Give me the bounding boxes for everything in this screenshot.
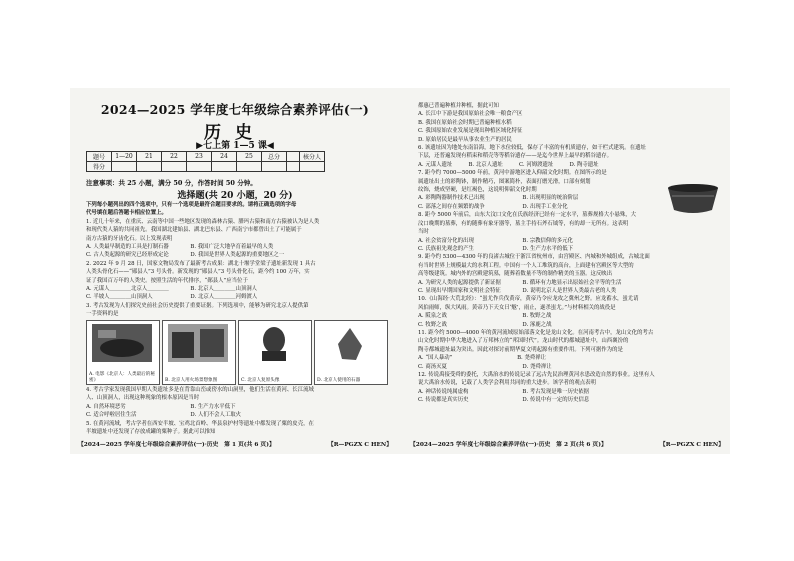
text-line: 风伯雨师，纵大风雨。黄帝乃下天女曰‘魃’，雨止，遂杀蚩尤。”与材料相关的战役是 bbox=[418, 304, 616, 311]
left-footer-text: 【2024—2025 学年度七年级综合素养评估(一)·历史 第 1 页(共 6 页)】 bbox=[78, 442, 275, 448]
painted-pottery-image bbox=[658, 176, 728, 218]
score-row-points bbox=[87, 162, 325, 172]
image-option-c bbox=[238, 320, 312, 385]
text-line: 汶口晚期的墓葬，有的随葬有象牙器等，墓主手持石斧石钺等，有的却一无所有。这表明 bbox=[418, 220, 629, 227]
text-line: 10.《山海经·大荒北经》：“蚩尤作兵伐黄帝，黄帝乃令应龙攻之冀州之野。应龙蓄水，蚩尤请 bbox=[418, 296, 639, 303]
score-cell bbox=[287, 162, 300, 172]
score-cell: 24 bbox=[212, 152, 237, 162]
text-line: 一手资料的是 bbox=[86, 311, 119, 318]
text-line: 7. 距今约 7000—5000 年前，黄河中游地区进入仰韶文化时期。在图所示的是 bbox=[418, 170, 607, 177]
image-caption-b: B. 北京人用火场景想象图 bbox=[165, 377, 218, 383]
left-page bbox=[72, 88, 398, 454]
right-page bbox=[404, 88, 730, 454]
question-block-1 bbox=[86, 201, 394, 319]
text-line: 代号填在题后答题卡相应位置上。 bbox=[86, 210, 167, 217]
section-title: 选择题(共 20 小题，20 分) bbox=[177, 191, 293, 201]
text-line: B. 我国在原始社会时期已普遍种植水稻 bbox=[418, 119, 512, 126]
left-footer-code: 【R—PGZX C HEN】 bbox=[327, 442, 392, 448]
score-cell bbox=[162, 162, 187, 172]
text-line: A. “国人暴动” B. 尧舜禅让 bbox=[418, 355, 547, 362]
question-block-2 bbox=[86, 386, 394, 436]
text-line: C. 氏族祖先观念的产生 D. 生产力水平的低下 bbox=[418, 245, 574, 252]
image-option-b bbox=[162, 320, 236, 385]
text-line: 下列每小题列出的四个选项中，只有一个选项是最符合题目要求的。请将正确选项的字母 bbox=[86, 202, 297, 208]
score-cell: 总分 bbox=[262, 152, 287, 162]
text-line: A. 彩陶陶器制作技术已出现 B. 出现明显的统治阶层 bbox=[418, 195, 579, 202]
text-line: 2. 2022 年 9 月 28 日，国家文物局发布了最新考古成果：湖北十堰学堂梁子遗址新发现 1 具古 bbox=[86, 260, 316, 267]
text-line: C. 部落之间存在频繁的战争 D. 出现手工业分化 bbox=[418, 203, 568, 210]
fire-scene-image bbox=[168, 324, 228, 362]
text-line: 半坡遗址中还发现了存放成罐的粟种子。据此可以推知 bbox=[86, 429, 216, 436]
text-line: 人、山顶洞人，出现这种现象的根本原因是当时 bbox=[86, 395, 200, 402]
text-line: A. 自然环境恶劣 B. 生产力水平低下 bbox=[86, 403, 236, 410]
right-footer bbox=[410, 439, 724, 448]
text-line: C. 传说都是真实历史 D. 传说中有一定的历史信息 bbox=[418, 397, 590, 404]
image-caption-a: A. 电影《北京人：人类最后的秘密》 bbox=[89, 372, 155, 383]
image-option-d bbox=[314, 320, 388, 385]
text-line: C. 半坡人＿＿＿＿山顶洞人 D. 北京人＿＿＿＿河姆渡人 bbox=[86, 294, 258, 301]
right-footer-code: 【R—PGZX C HEN】 bbox=[659, 442, 724, 448]
notice-text: 注意事项：共 25 小题，满分 50 分，作答时间 50 分钟。 bbox=[86, 179, 257, 187]
text-line: 5. 在黄河流域，考古学者在西安半坡、宝鸡北首岭、华县泉护村等遗址中都发现了粟的皮壳，在 bbox=[86, 420, 314, 427]
score-cell bbox=[212, 162, 237, 172]
text-line: 和现代类人猿的共同祖先。我国湖北建始县、湖北巴东县、广西南宁市都曾出土了可能属于 bbox=[86, 227, 302, 234]
left-footer bbox=[78, 439, 392, 448]
text-line: 6. 该遗址因为地处东南沿海，地下水位较低，保存了丰富的有机质遗存，如干栏式建筑。在遗址 bbox=[418, 145, 646, 152]
text-line: A. 为研究人类的起源提供了新证据 B. 循环有力地显示出原始社会平等的生活 bbox=[418, 279, 622, 286]
text-line: C. 牧野之战 D. 涿鹿之战 bbox=[418, 321, 552, 328]
text-line: 9. 距今约 5300—4300 年的良渚古城位于浙江省杭州市，由宫殿区、内城和外城组成，古城北面 bbox=[418, 254, 650, 261]
text-line: A. 社会贫富分化的出现 B. 宗教信仰的多元化 bbox=[418, 237, 573, 244]
text-line: 有当时世界上规模最大的水利工程。中国有一个人工堆筑的高台，上面建有宫殿区等大型的 bbox=[418, 262, 634, 269]
text-line: 证了我国百万年的人类史。按照生活的年代排序，“郧县人”应当位于 bbox=[86, 277, 248, 284]
score-cell: 25 bbox=[237, 152, 262, 162]
image-caption-c: C. 北京人复原头像 bbox=[241, 377, 280, 383]
text-line: 下层，还普遍发现有稻束和稻壳等等稻谷遗存——是迄今世界上最早的稻谷遗存。 bbox=[418, 153, 613, 160]
score-table bbox=[86, 151, 325, 172]
text-line: 8. 距今 5000 年前后，山东大汶口文化在氏族经济已经有一定水平，墓葬规格大小悬殊，大 bbox=[418, 212, 637, 219]
exam-sheet bbox=[70, 88, 730, 454]
text-line: 南方古猿的牙齿化石。以上发现表明 bbox=[86, 235, 173, 242]
question-block-3 bbox=[418, 102, 726, 405]
text-line: 属遗址出土的彩陶钵，制作精巧，图案简朴，表面打磨光滑，口部有刻划 bbox=[418, 178, 591, 185]
right-footer-text: 【2024—2025 学年度七年级综合素养评估(一)·历史 第 2 页(共 6 页)】 bbox=[410, 442, 607, 448]
text-line: 说大禹治水传说，记载了人类学会利用共同的重大进步。该学者的观点表明 bbox=[418, 380, 596, 387]
scope-label: ▶七上第 1—5 课◀ bbox=[196, 141, 274, 151]
score-cell: 22 bbox=[162, 152, 187, 162]
text-line: C. 古人类起源的研究已经形成定论 D. 我国是世界人类起源的重要地区之一 bbox=[86, 252, 285, 259]
text-line: 都惠已普遍种植并种植，据此可知 bbox=[418, 103, 499, 109]
subject-title: 历史 bbox=[204, 123, 266, 143]
text-line: 12. 传说禹接受舜的委托，大禹治水的传说记录了远古先民治理黄河水患改造自然的事业。这里有人 bbox=[418, 372, 655, 378]
text-line: A. 元谋人＿＿＿＿北京人＿＿＿＿ B. 北京人＿＿＿＿山顶洞人 bbox=[86, 286, 258, 293]
text-line: A. 长江中下游是我国原始社会唯一粮食产区 bbox=[418, 111, 523, 118]
question-images bbox=[86, 320, 394, 382]
text-line: A. 阪泉之战 B. 牧野之战 bbox=[418, 313, 552, 320]
text-line: C. 商汤灭夏 D. 尧舜禅让 bbox=[418, 363, 552, 370]
score-cell: 得分 bbox=[87, 162, 112, 172]
score-row-header bbox=[87, 152, 325, 162]
text-line: A. 人类最早制造的工具是打制石器 B. 我国广泛大地孕育着最早的人类 bbox=[86, 244, 274, 251]
text-line: 高等级建筑。城内外的宫殿建筑墓，随葬着数量不等的制作精美的玉器。这反映出 bbox=[418, 271, 613, 278]
text-line: A. 元谋人遗址 B. 北京人遗址 C. 河姆渡遗址 D. 陶寺遗址 bbox=[418, 161, 599, 168]
text-line: 3. 考古发现为人们探究史前社会历史提供了重要证据。下列选项中，能够为研究北京人提供第 bbox=[86, 302, 309, 309]
text-line: 1. 近几十年来，在重庆、云南等中国一些地区发现的森林古猿、腊玛古猿和南方古猿被认为是人类 bbox=[86, 218, 320, 225]
score-cell bbox=[262, 162, 287, 172]
image-option-a bbox=[86, 320, 160, 385]
text-line: 陶寺都城遗址最为突出。因此对探讨前期华夏文明起源有重要作用。下列可据作为的是 bbox=[418, 346, 623, 353]
text-line: 人类头骨化石——“郧县人”3 号头骨。新发现的“郧县人”3 号头骨化石，距今约 100 万年，实 bbox=[86, 269, 310, 276]
text-line: 纹饰，烧成坚硬，是红褐色，这说明仰韶文化时期 bbox=[418, 187, 537, 194]
text-line: 4. 考古学家发现我国早期人类遗址多是在背靠山峦或傍水的山洞里，他们生活在黄河、长江流域 bbox=[86, 387, 314, 393]
score-cell: 核分人 bbox=[300, 152, 325, 162]
score-cell: 21 bbox=[137, 152, 162, 162]
score-cell bbox=[300, 162, 325, 172]
stone-tool-image bbox=[320, 324, 380, 362]
exam-title: 2024—2025 学年度七年级综合素养评估(一) bbox=[100, 102, 370, 117]
text-line: 山文化时期中华大地进入了万邦林立的“邦国时代”。龙山时代的都城遗址中，山西襄汾的 bbox=[418, 338, 629, 345]
film-still-image bbox=[92, 324, 152, 362]
score-cell bbox=[112, 162, 137, 172]
text-line: A. 神话传说纯属虚构 B. 考古发现是唯一历史依据 bbox=[418, 388, 590, 395]
text-line: 11. 距今约 5000—4000 年的黄河流域原始部落文化是龙山文化。在河南考古中，龙山文化的考古 bbox=[418, 329, 654, 336]
image-caption-d: D. 北京人使用的石器 bbox=[317, 377, 361, 383]
text-line: C. 我国原始农业发展是现出种植区域化特征 bbox=[418, 128, 523, 135]
score-cell bbox=[287, 152, 300, 162]
score-cell bbox=[237, 162, 262, 172]
text-line: C. 显现出早期国家和文明社会特征 D. 说明北京人是世界人类最古老的人类 bbox=[418, 287, 617, 294]
score-cell: 23 bbox=[187, 152, 212, 162]
score-cell bbox=[187, 162, 212, 172]
score-cell: 题号 bbox=[87, 152, 112, 162]
text-line: 当时 bbox=[418, 229, 429, 236]
score-cell: 1—20 bbox=[112, 152, 137, 162]
score-cell bbox=[137, 162, 162, 172]
text-line: D. 原始居民是最早从事农业生产的居民 bbox=[418, 136, 512, 143]
text-line: C. 适合呼啦居住生活 D. 人们不会人工取火 bbox=[86, 412, 242, 419]
head-bust-image bbox=[244, 324, 304, 362]
